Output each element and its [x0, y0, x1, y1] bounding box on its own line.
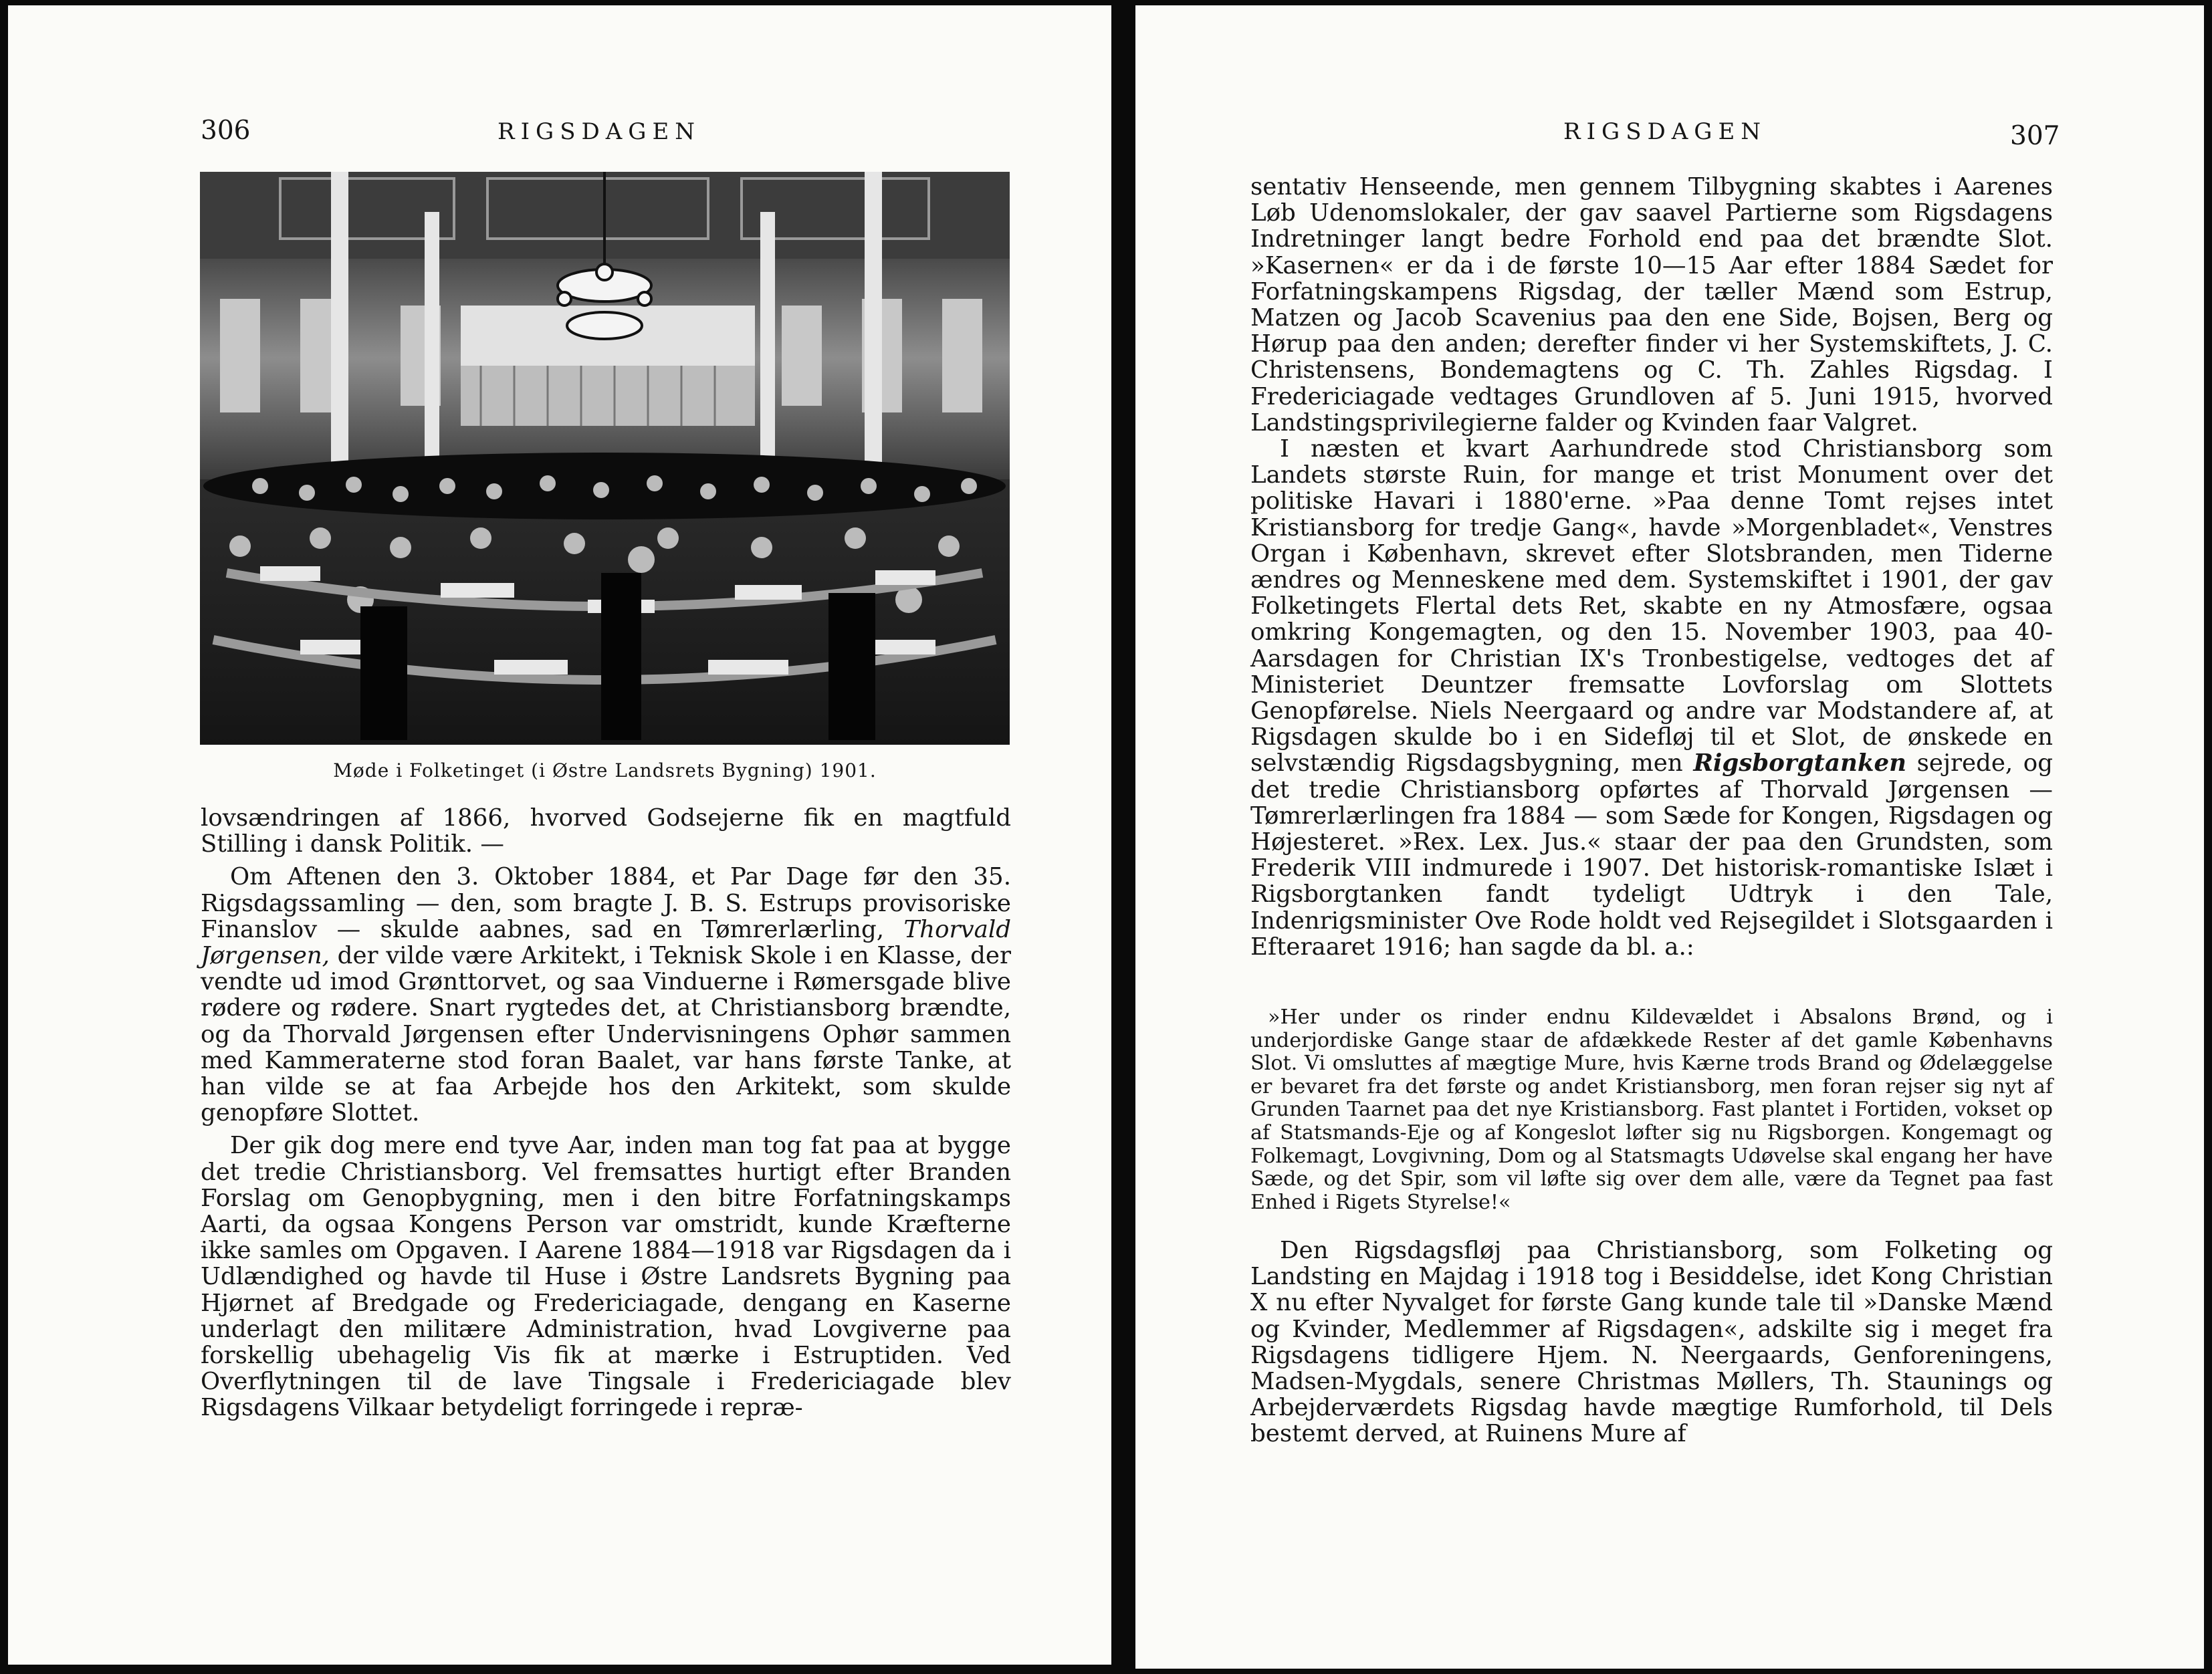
- right-body-text: [1250, 174, 2053, 960]
- running-head-left: RIGSDAGEN: [497, 118, 701, 145]
- page-number-left: 306: [201, 116, 251, 146]
- left-paragraph-1: lovsændringen af 1866, hvorved Godsejerne fik en magtfuld Stilling i dansk Politik. —: [201, 804, 1011, 858]
- quote-block: [1250, 1006, 2053, 1214]
- quote-text: »Her under os rinder endnu Kildevældet i Absalons Brønd, og i underjordiske Gange staar de afdækkede Rester af det gamle Københavns Slot. Vi omsluttes af mægtige Mure, hvis Kærne trods Brand og Ødelæggelse er bevaret fra det første og andet Kristiansborg, men foran rejser sig nyt af Grunden Taarnet paa det nye Kristiansborg. Fast plantet i Fortiden, vokset op af Statsmands-Eje og af Kongeslot løfter sig nu Rigsborgen. Kongemagt og Folkemagt, Lovgivning, Dom og al Statsmagts Udøvelse skal engang her have Sæde, og det Spir, som vil løfte sig over dem alle, være da Tegnet paa fast Enhed i Rigets Styrelse!«: [1250, 1005, 2053, 1214]
- left-paragraph-2: Om Aftenen den 3. Oktober 1884, et Par Dage før den 35. Rigsdagssamling — den, som bragte J. B. S. Estrups provisoriske Finanslov — skulde aabnes, sad en Tømrerlærling, Thorvald Jørgensen, der vilde være Arkitekt, i Teknisk Skole i en Klasse, der vendte ud imod Grønttorvet, og saa Vinduerne i Rømersgade blive rødere og rødere. Snart rygtedes det, at Christiansborg brændte, og da Thorvald Jørgensen efter Undervisningens Ophør sammen med Kammeraterne stod foran Baalet, var hans første Tanke, at han vilde se at faa Arbejde hos den Arkitekt, som skulde genopføre Slottet.: [201, 863, 1011, 1127]
- right-body-text-2: [1250, 1237, 2053, 1447]
- right-paragraph-1: sentativ Henseende, men gennem Tilbygning skabtes i Aarenes Løb Udenomslokaler, der gav saavel Partierne som Rigsdagens Indretninger langt bedre Forhold end paa det brændte Slot. »Kasernen« er da i de første 10—15 Aar efter 1884 Sædet for Forfatningskampens Rigsdag, der tæller Mænd som Estrup, Matzen og Jacob Scavenius paa den ene Side, Bojsen, Berg og Hørup paa den anden; derefter finder vi her Systemskiftets, J. C. Christensens, Bondemagtens og C. Th. Zahles Rigsdag. I Fredericiagade vedtages Grundloven af 5. Juni 1915, hvorved Landstingsprivilegierne falder og Kvinden faar Valgret.: [1250, 173, 2053, 437]
- page-number-right: 307: [2010, 121, 2060, 151]
- right-page: [1135, 5, 2204, 1669]
- italic-name: Thorvald Jørgensen,: [201, 915, 1011, 970]
- figure-caption: Møde i Folketinget (i Østre Landsrets Bygning) 1901.: [333, 759, 877, 782]
- right-paragraph-3: Den Rigsdagsfløj paa Christiansborg, som Folketing og Landsting en Majdag i 1918 tog i Besiddelse, idet Kong Christian X nu efter Nyvalget for første Gang kunde tale til »Danske Mænd og Kvinder, Medlemmer af Rigsdagen«, adskilte sig i meget fra Rigsdagens tidligere Hjem. N. Neergaards, Genforeningens, Madsen-Mygdals, senere Christmas Møllers, Th. Staunings og Arbejderværdets Rigsdag havde mægtige Rumforhold, til Dels bestemt derved, at Ruinens Mure af: [1250, 1237, 2053, 1448]
- italic-term: Rigsborgtanken: [1693, 749, 1907, 778]
- running-head-right: RIGSDAGEN: [1563, 118, 1767, 145]
- right-paragraph-2: I næsten et kvart Aarhundrede stod Christiansborg som Landets største Ruin, for mange et trist Monument over det politiske Havari i 1880'erne. »Paa denne Tomt rejses intet Kristiansborg for tredje Gang«, havde »Morgenbladet«, Venstres Organ i København, skrevet efter Slotsbranden, men Tiderne ændres og Menneskene med dem. Systemskiftet i 1901, der gav Folketingets Flertal dets Ret, skabte en ny Atmosfære, ogsaa omkring Kongemagten, og den 15. November 1903, paa 40-Aarsdagen for Christian IX's Tronbestigelse, vedtoges det af Ministeriet Deuntzer fremsatte Lovforslag om Slottets Genopførelse. Niels Neergaard og andre var Modstandere af, at Rigsdagen skulde bo i en Sidefløj til et Slot, de ønskede en selvstændig Rigsdagsbygning, men Rigsborgtanken sejrede, og det tredie Christiansborg opførtes af Thorvald Jørgensen — Tømrerlærlingen fra 1884 — som Sæde for Kongen, Rigsdagen og Højesteret. »Rex. Lex. Jus.« staar der paa den Grundsten, som Frederik VIII indmurede i 1907. Det historisk-romantiske Islæt i Rigsborgtanken fandt tydeligt Udtryk i den Tale, Indenrigsminister Ove Rode holdt ved Rejsegildet i Slotsgaarden i Efteraaret 1916; han sagde da bl. a.:: [1250, 435, 2053, 961]
- left-page: [8, 5, 1111, 1665]
- left-body-text: [201, 805, 1011, 1421]
- left-paragraph-3: Der gik dog mere end tyve Aar, inden man tog fat paa at bygge det tredie Christiansborg. Vel fremsattes hurtigt efter Branden Forslag om Genopbygning, men i den bitre Forfatningskamps Aarti, da ogsaa Kongens Person var omstridt, kunde Kræfterne ikke samles om Opgaven. I Aarene 1884—1918 var Rigsdagen da i Udlændighed og havde til Huse i Østre Landsrets Bygning paa Hjørnet af Bredgade og Fredericiagade, dengang en Kaserne underlagt den militære Administration, hvad Lovgiverne paa forskellig ubehagelig Vis fik at mærke i Estruptiden. Ved Overflytningen til de lave Tingsale i Fredericiagade blev Rigsdagens Vilkaar betydeligt forringede i repræ-: [201, 1132, 1011, 1422]
- parliament-chamber-photo: [200, 172, 1010, 745]
